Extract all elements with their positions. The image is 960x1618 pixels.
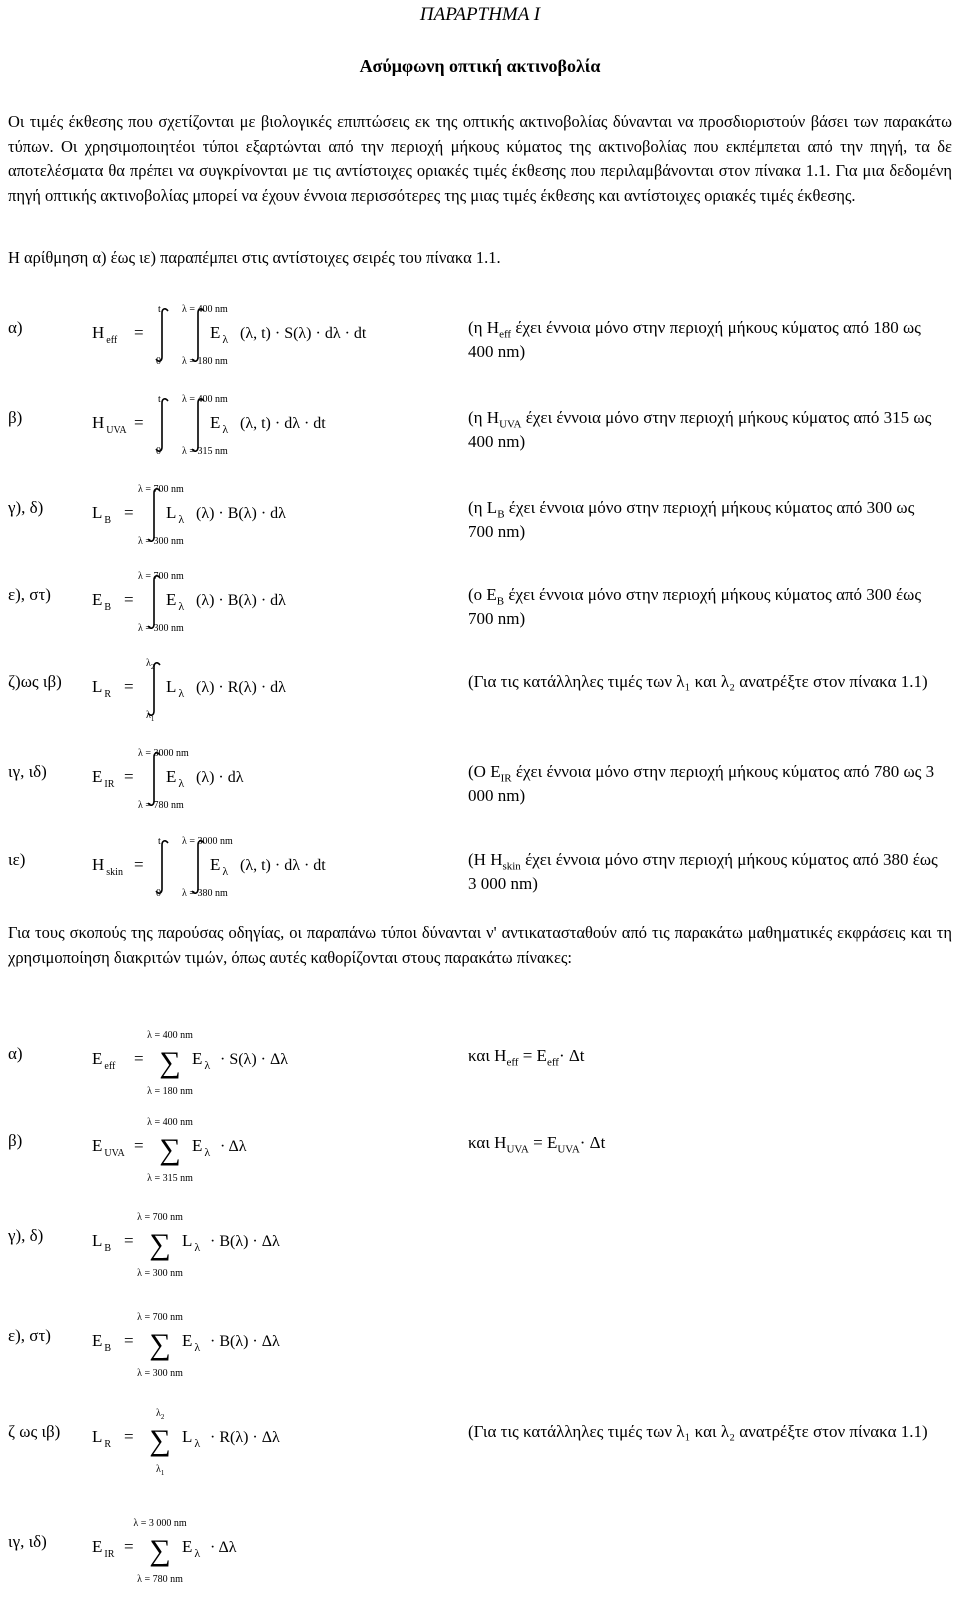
sigma-sign: ∑	[149, 1328, 171, 1361]
equals-sign: =	[134, 1136, 144, 1155]
equals-sign: =	[134, 413, 144, 432]
equals-sign: =	[124, 1427, 134, 1446]
time-lower-limit: 0	[156, 356, 161, 367]
lambda-upper-limit: λ = 400 nm	[182, 394, 228, 405]
lambda-upper-limit: λ = 3000 nm	[138, 748, 189, 759]
integral-note-0	[468, 316, 942, 364]
integral-note-subscript: UVA	[499, 418, 522, 431]
integral-note-prefix: (Η H	[468, 850, 503, 869]
integral-formula-1	[80, 388, 450, 468]
relation-lhs-subscript: eff	[506, 1056, 519, 1069]
term-expression: · R(λ) · Δλ	[210, 1429, 280, 1446]
integral-label-3: ε), στ)	[8, 585, 51, 604]
integrand-expression: (λ) · dλ	[196, 769, 244, 786]
formula-symbol: L $_B$	[92, 503, 112, 526]
integral-note-2	[468, 496, 942, 544]
integrand-symbol: L $_\lambda$	[166, 503, 185, 526]
sigma-sign: ∑	[149, 1228, 171, 1261]
sigma-sign: ∑	[149, 1424, 171, 1457]
relation-and: και	[468, 1046, 495, 1065]
integral-note-5	[468, 760, 942, 808]
sum-formula-3	[80, 1302, 450, 1388]
formula-symbol: E $_B$	[92, 1331, 112, 1354]
integrand-expression: (λ, t) · dλ · dt	[240, 857, 326, 874]
lambda-upper-limit: λ = 3000 nm	[182, 836, 233, 847]
equals-sign: =	[134, 323, 144, 342]
integrand-expression: (λ, t) · dλ · dt	[240, 415, 326, 432]
sum-upper-limit: λ = 400 nm	[147, 1030, 193, 1041]
formula-symbol: H $_{UVA}$	[92, 413, 127, 436]
sum-note-4: (Για τις κατάλληλες τιμές των λ₁ και λ₂ ανατρέξτε στον πίνακα 1.1)	[468, 1422, 928, 1441]
sum-label-2: γ), δ)	[8, 1226, 44, 1245]
annex-header: ΠΑΡΑΡΤΗΜΑ I	[419, 4, 541, 25]
sum-upper-limit: λ = 700 nm	[137, 1212, 183, 1223]
integral-note-subscript: skin	[502, 860, 521, 873]
sum-formula-5	[80, 1508, 450, 1594]
integral-note-text: έχει έννοια μόνο στην περιοχή μήκους κύματος από 315 ως 400 nm)	[468, 408, 932, 451]
lambda-integral-sign	[148, 663, 160, 715]
time-upper-limit: t	[158, 836, 161, 847]
sum-label-4: ζ ως ιβ)	[8, 1422, 61, 1441]
equals-sign: =	[124, 1331, 134, 1350]
integral-note-prefix: (η L	[468, 498, 498, 517]
integral-note-text: έχει έννοια μόνο στην περιοχή μήκους κύματος από 300 έως 700 nm)	[468, 585, 922, 628]
lambda-upper-limit: $\lambda_2$	[146, 658, 155, 671]
equals-sign: =	[124, 590, 134, 609]
integrand-symbol: E $_\lambda$	[210, 323, 229, 346]
integral-formula-6	[80, 830, 450, 910]
equals-sign: =	[124, 1537, 134, 1556]
formula-symbol: L $_R$	[92, 1427, 112, 1450]
sigma-sign: ∑	[149, 1534, 171, 1567]
term-symbol: E $_\lambda$	[192, 1049, 211, 1072]
lambda-integral-sign	[148, 489, 160, 541]
formula-symbol: E $_B$	[92, 590, 112, 613]
sum-lower-limit: λ = 315 nm	[147, 1173, 193, 1184]
equals-sign: =	[124, 503, 134, 522]
time-integral-sign	[156, 841, 168, 893]
sum-formula-1	[80, 1107, 450, 1193]
relation-lhs-subscript: UVA	[506, 1143, 529, 1156]
integral-formula-2	[80, 478, 450, 558]
time-integral-sign	[156, 399, 168, 451]
sum-lower-limit: λ = 300 nm	[137, 1268, 183, 1279]
sigma-sign: ∑	[159, 1046, 181, 1079]
integral-label-0: α)	[8, 318, 23, 337]
term-expression: · Δλ	[210, 1539, 237, 1556]
integral-note-text: έχει έννοια μόνο στην περιοχή μήκους κύματος από 180 ως 400 nm)	[468, 318, 921, 361]
term-symbol: L $_\lambda$	[182, 1231, 201, 1254]
equals-sign: =	[124, 1231, 134, 1250]
integrand-symbol: E $_\lambda$	[210, 855, 229, 878]
relation-rhs-subscript: eff	[546, 1056, 559, 1069]
sum-lower-limit: $\lambda_1$	[156, 1464, 165, 1477]
integral-note-subscript: B	[496, 595, 505, 608]
lambda-upper-limit: λ = 700 nm	[138, 571, 184, 582]
term-symbol: E $_\lambda$	[182, 1331, 201, 1354]
sigma-sign: ∑	[159, 1133, 181, 1166]
sum-lower-limit: λ = 300 nm	[137, 1368, 183, 1379]
lambda-upper-limit: λ = 700 nm	[138, 484, 184, 495]
integral-formula-0	[80, 298, 450, 378]
lambda-lower-limit: λ = 180 nm	[182, 356, 228, 367]
relation-rhs: E	[536, 1046, 547, 1065]
relation-tail: · Δt	[558, 1046, 585, 1065]
sum-lower-limit: λ = 180 nm	[147, 1086, 193, 1097]
integrand-expression: (λ) · B(λ) · dλ	[196, 592, 286, 609]
lambda-integral-sign	[148, 576, 160, 628]
integral-label-4: ζ)ως ιβ)	[8, 672, 62, 691]
integral-note-prefix: (ο E	[468, 585, 497, 604]
lambda-integral-sign	[148, 753, 160, 805]
integral-note-subscript: eff	[499, 328, 512, 341]
term-symbol: E $_\lambda$	[192, 1136, 211, 1159]
formula-symbol: E $_{eff}$	[92, 1049, 116, 1072]
integral-note-prefix: (η H	[468, 408, 500, 427]
term-expression: · B(λ) · Δλ	[210, 1333, 280, 1350]
lambda-lower-limit: $\lambda_1$	[146, 710, 155, 723]
time-lower-limit: 0	[156, 446, 161, 457]
sum-label-1: β)	[8, 1131, 23, 1150]
sum-label-5: ιγ, ιδ)	[8, 1532, 47, 1551]
formula-symbol: H $_{skin}$	[92, 855, 123, 878]
lambda-upper-limit: λ = 400 nm	[182, 304, 228, 315]
sum-label-0: α)	[8, 1044, 23, 1063]
integral-label-1: β)	[8, 408, 23, 427]
sum-lower-limit: λ = 780 nm	[137, 1574, 183, 1585]
sum-relation-1	[468, 1133, 606, 1156]
relation-equals: =	[528, 1133, 547, 1152]
integrand-symbol: E $_\lambda$	[210, 413, 229, 436]
relation-and: και	[468, 1133, 495, 1152]
integral-note-prefix: (Ο E	[468, 762, 501, 781]
integral-note-3	[468, 583, 942, 631]
section-title: Ασύμφωνη οπτική ακτινοβολία	[359, 56, 601, 76]
formula-symbol: H $_{eff}$	[92, 323, 118, 346]
integral-label-2: γ), δ)	[8, 498, 44, 517]
integral-formula-4	[80, 652, 450, 732]
lambda-lower-limit: λ = 780 nm	[138, 800, 184, 811]
integral-note-1	[468, 406, 942, 454]
lambda-lower-limit: λ = 315 nm	[182, 446, 228, 457]
formula-symbol: L $_B$	[92, 1231, 112, 1254]
integral-note-4: (Για τις κατάλληλες τιμές των λ₁ και λ₂ ανατρέξτε στον πίνακα 1.1)	[468, 672, 928, 691]
term-expression: · B(λ) · Δλ	[210, 1233, 280, 1250]
term-expression: · S(λ) · Δλ	[220, 1051, 289, 1068]
time-integral-sign	[156, 309, 168, 361]
integrand-expression: (λ) · B(λ) · dλ	[196, 505, 286, 522]
sum-label-3: ε), στ)	[8, 1326, 51, 1345]
integrand-expression: (λ, t) · S(λ) · dλ · dt	[240, 325, 367, 342]
sum-upper-limit: $\lambda_2$	[156, 1408, 165, 1421]
time-lower-limit: 0	[156, 888, 161, 899]
term-symbol: L $_\lambda$	[182, 1427, 201, 1450]
integral-note-subscript: IR	[500, 772, 512, 785]
integrand-symbol: E $_\lambda$	[166, 767, 185, 790]
numbering-paragraph: Η αρίθμηση α) έως ιε) παραπέμπει στις αντίστοιχες σειρές του πίνακα 1.1.	[8, 248, 501, 267]
formula-symbol: L $_R$	[92, 677, 112, 700]
relation-rhs-subscript: UVA	[557, 1143, 580, 1156]
discrete-paragraph: Για τους σκοπούς της παρούσας οδηγίας, οι παραπάνω τύποι δύνανται ν' αντικατασταθούν από τις παρακάτω μαθηματικές εκφράσεις και τη χρησιμοποίηση διακριτών τιμών, όπως αυτές καθορίζονται στους παρακάτω πίνακες:	[8, 923, 952, 967]
formula-symbol: E $_{IR}$	[92, 1537, 115, 1560]
integral-formula-3	[80, 565, 450, 645]
sum-formula-4	[80, 1398, 450, 1484]
term-symbol: E $_\lambda$	[182, 1537, 201, 1560]
integral-label-6: ιε)	[8, 850, 26, 869]
integral-note-text: έχει έννοια μόνο στην περιοχή μήκους κύματος από 300 ως 700 nm)	[468, 498, 915, 541]
integral-note-subscript: B	[497, 508, 505, 521]
term-expression: · Δλ	[220, 1138, 247, 1155]
formula-symbol: E $_{IR}$	[92, 767, 115, 790]
lambda-integral-sign	[192, 841, 204, 893]
sum-formula-0	[80, 1020, 450, 1106]
integral-note-text: έχει έννοια μόνο στην περιοχή μήκους κύματος από 380 έως 3 000 nm)	[468, 850, 938, 893]
integrand-symbol: E $_\lambda$	[166, 590, 185, 613]
sum-relation-0	[468, 1046, 585, 1069]
sum-upper-limit: λ = 3 000 nm	[133, 1518, 187, 1529]
relation-lhs: H	[494, 1133, 507, 1152]
integrand-symbol: L $_\lambda$	[166, 677, 185, 700]
integral-note-prefix: (η H	[468, 318, 500, 337]
equals-sign: =	[124, 677, 134, 696]
time-upper-limit: t	[158, 304, 161, 315]
relation-equals: =	[518, 1046, 537, 1065]
lambda-lower-limit: λ = 300 nm	[138, 536, 184, 547]
lambda-integral-sign	[192, 309, 204, 361]
relation-rhs: E	[546, 1133, 558, 1152]
integral-note-text: έχει έννοια μόνο στην περιοχή μήκους κύματος από 780 ως 3 000 nm)	[468, 762, 935, 805]
equals-sign: =	[134, 1049, 144, 1068]
equals-sign: =	[134, 855, 144, 874]
integral-note-6	[468, 848, 942, 896]
relation-tail: · Δt	[579, 1133, 606, 1152]
time-upper-limit: t	[158, 394, 161, 405]
lambda-integral-sign	[192, 399, 204, 451]
lambda-lower-limit: λ = 300 nm	[138, 623, 184, 634]
intro-paragraph: Οι τιμές έκθεσης που σχετίζονται με βιολογικές επιπτώσεις εκ της οπτικής ακτινοβολίας δύνανται να προσδιοριστούν βάσει των παρακάτω τύπων. Οι χρησιμοποιητέοι τύποι εξαρτώνται από την περιοχή μήκους κύματος της ακτινοβολίας που εκπέμπεται από την πηγή, τα δε αποτελέσματα θα πρέπει να συγκρίνονται με τις αντίστοιχες οριακές τιμές έκθεσης που περιλαμβάνονται στον πίνακα 1.1. Για μια δεδομένη πηγή οπτικής ακτινοβολίας μπορεί να έχουν έννοια περισσότερες της μιας τιμές έκθεσης και αντίστοιχες οριακές τιμές έκθεσης.	[8, 112, 952, 205]
formula-symbol: E $_{UVA}$	[92, 1136, 125, 1159]
lambda-lower-limit: λ = 380 nm	[182, 888, 228, 899]
equals-sign: =	[124, 767, 134, 786]
integral-formula-5	[80, 742, 450, 822]
integral-label-5: ιγ, ιδ)	[8, 762, 47, 781]
relation-lhs: H	[494, 1046, 507, 1065]
sum-upper-limit: λ = 700 nm	[137, 1312, 183, 1323]
sum-upper-limit: λ = 400 nm	[147, 1117, 193, 1128]
sum-formula-2	[80, 1202, 450, 1288]
integrand-expression: (λ) · R(λ) · dλ	[196, 679, 286, 696]
